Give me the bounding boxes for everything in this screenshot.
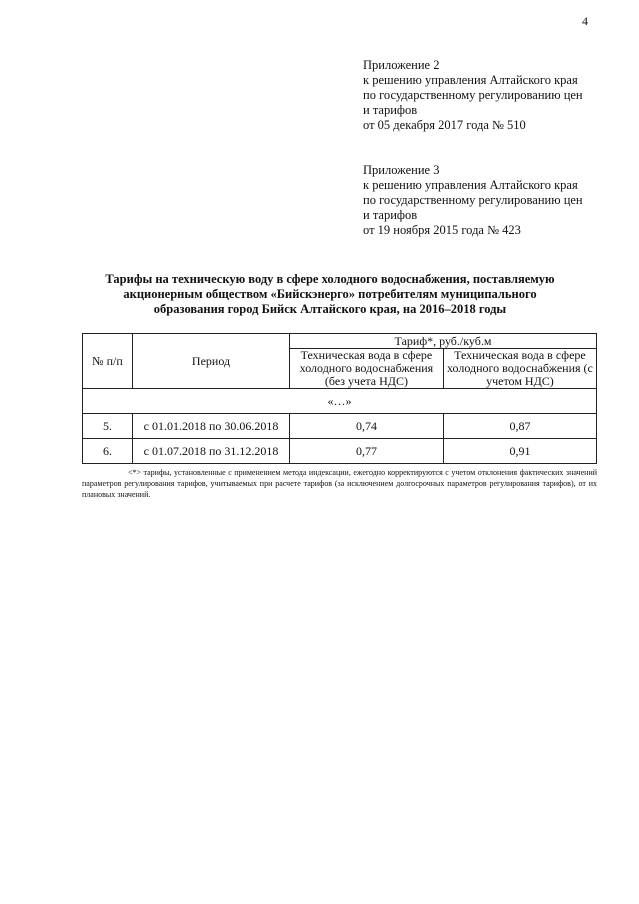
subheader-with-vat: Техническая вода в сфере холодного водоснабжения (с учетом НДС) — [443, 349, 596, 389]
appendix-3-line: Приложение 3 — [363, 163, 440, 177]
subheader-no-vat: Техническая вода в сфере холодного водоснабжения (без учета НДС) — [290, 349, 444, 389]
cell-period: с 01.01.2018 по 30.06.2018 — [133, 414, 290, 439]
title-line: образования город Бийск Алтайского края, на 2016–2018 годы — [153, 302, 507, 316]
appendix-3-line: и тарифов — [363, 208, 418, 222]
appendix-2-line: и тарифов — [363, 103, 418, 117]
appendix-2-line: от 05 декабря 2017 года № 510 — [363, 118, 526, 132]
appendix-3-line: к решению управления Алтайского края — [363, 178, 578, 192]
cell-with-vat: 0,87 — [443, 414, 596, 439]
appendix-3-line: от 19 ноября 2015 года № 423 — [363, 223, 521, 237]
header-num: № п/п — [83, 334, 133, 389]
cell-num: 6. — [83, 439, 133, 464]
appendix-3-block — [363, 163, 623, 238]
footnote: <*> тарифы, установленные с применением метода индексации, ежегодно корректируются с учетом отклонения фактических значений параметров регулирования тарифов, учитываемых при расчете тарифов (за исключением долгосрочных параметров регулирования тарифов), от их плановых значений. — [82, 468, 597, 499]
title-line: Тарифы на техническую воду в сфере холодного водоснабжения, поставляемую — [105, 272, 555, 286]
tariff-table — [82, 333, 597, 464]
title-line: акционерным обществом «Бийскэнерго» потребителям муниципального — [123, 287, 537, 301]
table-row-ellipsis — [83, 389, 597, 414]
appendix-2-block — [363, 58, 623, 133]
table-header-row — [83, 334, 597, 349]
cell-with-vat: 0,91 — [443, 439, 596, 464]
table-row — [83, 414, 597, 439]
header-tariff: Тариф*, руб./куб.м — [290, 334, 597, 349]
cell-num: 5. — [83, 414, 133, 439]
appendix-2-line: к решению управления Алтайского края — [363, 73, 578, 87]
cell-period: с 01.07.2018 по 31.12.2018 — [133, 439, 290, 464]
header-period: Период — [133, 334, 290, 389]
cell-no-vat: 0,74 — [290, 414, 444, 439]
appendix-2-line: по государственному регулированию цен — [363, 88, 583, 102]
page-number: 4 — [582, 14, 588, 28]
document-title — [70, 272, 590, 317]
appendix-3-line: по государственному регулированию цен — [363, 193, 583, 207]
ellipsis-cell: «…» — [83, 389, 597, 414]
table-row — [83, 439, 597, 464]
appendix-2-line: Приложение 2 — [363, 58, 440, 72]
cell-no-vat: 0,77 — [290, 439, 444, 464]
